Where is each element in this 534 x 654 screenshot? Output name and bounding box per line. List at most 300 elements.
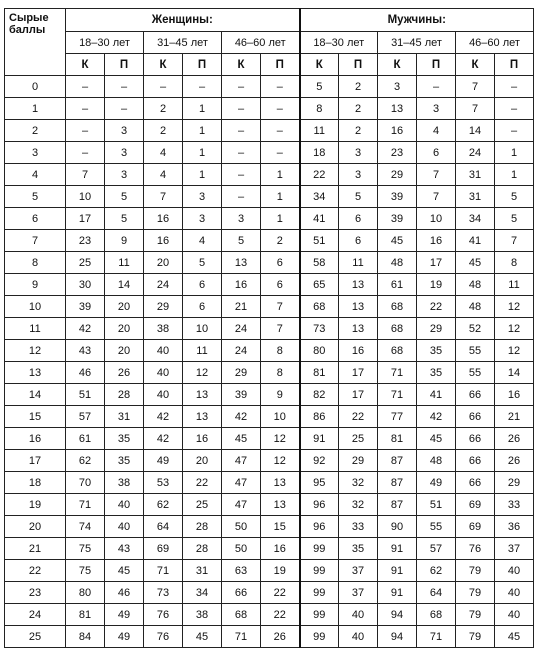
value-cell: 1 (183, 98, 222, 120)
value-cell: 66 (456, 472, 495, 494)
value-cell: 14 (495, 362, 534, 384)
table-row (5, 318, 534, 340)
value-cell: 87 (378, 450, 417, 472)
value-cell: 66 (456, 450, 495, 472)
value-cell: 16 (261, 538, 300, 560)
value-cell: – (495, 98, 534, 120)
value-cell: 39 (222, 384, 261, 406)
value-cell: 16 (183, 428, 222, 450)
value-cell: 45 (222, 428, 261, 450)
value-cell: 29 (495, 472, 534, 494)
value-cell: 3 (105, 164, 144, 186)
table-row (5, 76, 534, 98)
value-cell: 43 (66, 340, 105, 362)
value-cell: 42 (222, 406, 261, 428)
value-cell: 47 (222, 494, 261, 516)
value-cell: 35 (417, 362, 456, 384)
value-cell: 49 (105, 626, 144, 648)
value-cell: 94 (378, 626, 417, 648)
value-cell: 66 (222, 582, 261, 604)
value-cell: 55 (456, 362, 495, 384)
men-age-31-45-header: 31–45 лет (378, 32, 456, 54)
value-cell: 11 (495, 274, 534, 296)
value-cell: 76 (144, 604, 183, 626)
value-cell: 14 (105, 274, 144, 296)
value-cell: 34 (183, 582, 222, 604)
women-group-header: Женщины: (66, 9, 300, 32)
table-row (5, 516, 534, 538)
value-cell: 26 (105, 362, 144, 384)
raw-score-cell: 2 (5, 120, 66, 142)
value-cell: 49 (105, 604, 144, 626)
value-cell: 5 (105, 208, 144, 230)
value-cell: 96 (300, 516, 339, 538)
value-cell: 91 (378, 582, 417, 604)
value-cell: 94 (378, 604, 417, 626)
value-cell: 26 (495, 450, 534, 472)
value-cell: 24 (144, 274, 183, 296)
value-cell: 13 (339, 318, 378, 340)
women-age-31-45-header: 31–45 лет (144, 32, 222, 54)
value-cell: 76 (144, 626, 183, 648)
value-cell: 21 (495, 406, 534, 428)
value-cell: 5 (339, 186, 378, 208)
value-cell: 68 (222, 604, 261, 626)
value-cell: 3 (222, 208, 261, 230)
value-cell: 47 (222, 472, 261, 494)
value-cell: – (66, 98, 105, 120)
value-cell: 77 (378, 406, 417, 428)
value-cell: 30 (66, 274, 105, 296)
subcol-k-header: К (144, 54, 183, 76)
value-cell: 13 (339, 296, 378, 318)
value-cell: – (261, 98, 300, 120)
value-cell: 12 (261, 450, 300, 472)
value-cell: 25 (339, 428, 378, 450)
value-cell: 79 (456, 582, 495, 604)
value-cell: 69 (456, 516, 495, 538)
table-row (5, 274, 534, 296)
value-cell: 12 (261, 428, 300, 450)
value-cell: 1 (183, 120, 222, 142)
raw-score-cell: 17 (5, 450, 66, 472)
value-cell: 29 (378, 164, 417, 186)
men-age-46-60-header: 46–60 лет (456, 32, 534, 54)
raw-score-cell: 16 (5, 428, 66, 450)
table-row (5, 208, 534, 230)
raw-score-cell: 1 (5, 98, 66, 120)
raw-score-cell: 19 (5, 494, 66, 516)
value-cell: 80 (300, 340, 339, 362)
value-cell: 16 (378, 120, 417, 142)
value-cell: – (495, 76, 534, 98)
value-cell: 71 (222, 626, 261, 648)
value-cell: 35 (339, 538, 378, 560)
value-cell: 29 (339, 450, 378, 472)
value-cell: 13 (183, 384, 222, 406)
value-cell: – (144, 76, 183, 98)
table-row (5, 120, 534, 142)
value-cell: 45 (417, 428, 456, 450)
value-cell: 71 (417, 626, 456, 648)
value-cell: 11 (300, 120, 339, 142)
value-cell: 28 (183, 516, 222, 538)
value-cell: 4 (417, 120, 456, 142)
value-cell: 73 (300, 318, 339, 340)
value-cell: 10 (66, 186, 105, 208)
value-cell: 24 (222, 318, 261, 340)
value-cell: – (66, 76, 105, 98)
value-cell: 24 (456, 142, 495, 164)
value-cell: 62 (417, 560, 456, 582)
value-cell: 16 (495, 384, 534, 406)
table-row (5, 538, 534, 560)
value-cell: 65 (300, 274, 339, 296)
score-table-container (4, 8, 534, 648)
raw-score-cell: 12 (5, 340, 66, 362)
value-cell: – (222, 98, 261, 120)
value-cell: – (105, 76, 144, 98)
value-cell: 20 (183, 450, 222, 472)
value-cell: 45 (183, 626, 222, 648)
value-cell: 45 (456, 252, 495, 274)
value-cell: – (105, 98, 144, 120)
raw-score-cell: 5 (5, 186, 66, 208)
value-cell: 45 (378, 230, 417, 252)
subcol-p-header: П (495, 54, 534, 76)
value-cell: 3 (105, 120, 144, 142)
value-cell: 99 (300, 582, 339, 604)
table-row (5, 252, 534, 274)
value-cell: 41 (417, 384, 456, 406)
value-cell: 40 (339, 604, 378, 626)
subcol-k-header: К (456, 54, 495, 76)
value-cell: 51 (300, 230, 339, 252)
value-cell: 13 (261, 472, 300, 494)
value-cell: 1 (183, 142, 222, 164)
value-cell: 17 (417, 252, 456, 274)
value-cell: 8 (495, 252, 534, 274)
table-row (5, 428, 534, 450)
value-cell: – (222, 142, 261, 164)
value-cell: 13 (222, 252, 261, 274)
value-cell: – (222, 186, 261, 208)
value-cell: – (222, 164, 261, 186)
value-cell: 80 (66, 582, 105, 604)
table-body (5, 76, 534, 648)
value-cell: 20 (105, 340, 144, 362)
value-cell: 82 (300, 384, 339, 406)
value-cell: 7 (456, 98, 495, 120)
raw-score-cell: 10 (5, 296, 66, 318)
value-cell: 48 (456, 274, 495, 296)
value-cell: 91 (300, 428, 339, 450)
table-row (5, 494, 534, 516)
value-cell: 55 (456, 340, 495, 362)
value-cell: 5 (183, 252, 222, 274)
value-cell: 99 (300, 538, 339, 560)
value-cell: 81 (66, 604, 105, 626)
value-cell: 8 (300, 98, 339, 120)
value-cell: 68 (378, 296, 417, 318)
value-cell: 71 (378, 362, 417, 384)
value-cell: 42 (144, 406, 183, 428)
value-cell: 40 (105, 516, 144, 538)
value-cell: 43 (105, 538, 144, 560)
value-cell: 12 (495, 296, 534, 318)
value-cell: 31 (105, 406, 144, 428)
value-cell: 40 (495, 560, 534, 582)
value-cell: 13 (261, 494, 300, 516)
value-cell: 87 (378, 494, 417, 516)
value-cell: 42 (417, 406, 456, 428)
value-cell: 68 (378, 340, 417, 362)
value-cell: 11 (339, 252, 378, 274)
value-cell: 39 (66, 296, 105, 318)
value-cell: 13 (183, 406, 222, 428)
value-cell: 36 (495, 516, 534, 538)
value-cell: 31 (456, 164, 495, 186)
raw-score-header: Сырые баллы (5, 9, 66, 76)
value-cell: 8 (261, 362, 300, 384)
value-cell: 6 (339, 208, 378, 230)
value-cell: 2 (144, 98, 183, 120)
value-cell: 1 (261, 186, 300, 208)
value-cell: 16 (339, 340, 378, 362)
value-cell: 6 (339, 230, 378, 252)
value-cell: 13 (378, 98, 417, 120)
table-row (5, 98, 534, 120)
value-cell: 86 (300, 406, 339, 428)
value-cell: 81 (378, 428, 417, 450)
value-cell: 91 (378, 560, 417, 582)
value-cell: 68 (300, 296, 339, 318)
raw-score-cell: 13 (5, 362, 66, 384)
value-cell: 32 (339, 494, 378, 516)
value-cell: 3 (339, 164, 378, 186)
table-row (5, 582, 534, 604)
raw-score-cell: 15 (5, 406, 66, 428)
value-cell: 99 (300, 626, 339, 648)
value-cell: 71 (66, 494, 105, 516)
value-cell: 7 (456, 76, 495, 98)
value-cell: – (183, 76, 222, 98)
value-cell: 41 (300, 208, 339, 230)
table-row (5, 626, 534, 648)
value-cell: 41 (456, 230, 495, 252)
value-cell: 48 (378, 252, 417, 274)
value-cell: 47 (222, 450, 261, 472)
value-cell: 22 (417, 296, 456, 318)
value-cell: 28 (105, 384, 144, 406)
value-cell: 42 (144, 428, 183, 450)
value-cell: 40 (495, 604, 534, 626)
value-cell: 3 (183, 186, 222, 208)
value-cell: 1 (183, 164, 222, 186)
value-cell: 28 (183, 538, 222, 560)
subcol-p-header: П (261, 54, 300, 76)
value-cell: 40 (144, 340, 183, 362)
value-cell: 12 (495, 318, 534, 340)
raw-score-cell: 18 (5, 472, 66, 494)
value-cell: 26 (261, 626, 300, 648)
value-cell: 40 (339, 626, 378, 648)
table-row (5, 230, 534, 252)
raw-score-cell: 23 (5, 582, 66, 604)
raw-score-cell: 22 (5, 560, 66, 582)
men-age-18-30-header: 18–30 лет (300, 32, 378, 54)
value-cell: 20 (105, 296, 144, 318)
value-cell: 25 (66, 252, 105, 274)
value-cell: 66 (456, 384, 495, 406)
value-cell: 49 (144, 450, 183, 472)
value-cell: 23 (66, 230, 105, 252)
women-age-46-60-header: 46–60 лет (222, 32, 300, 54)
value-cell: 55 (417, 516, 456, 538)
value-cell: 95 (300, 472, 339, 494)
value-cell: 35 (417, 340, 456, 362)
table-row (5, 450, 534, 472)
value-cell: 23 (378, 142, 417, 164)
value-cell: 7 (66, 164, 105, 186)
value-cell: 1 (495, 142, 534, 164)
value-cell: 51 (66, 384, 105, 406)
value-cell: 68 (417, 604, 456, 626)
value-cell: 68 (378, 318, 417, 340)
value-cell: 34 (300, 186, 339, 208)
raw-score-cell: 21 (5, 538, 66, 560)
raw-score-cell: 7 (5, 230, 66, 252)
table-header (5, 9, 534, 76)
value-cell: – (222, 76, 261, 98)
value-cell: – (66, 142, 105, 164)
value-cell: 17 (339, 384, 378, 406)
value-cell: 22 (300, 164, 339, 186)
value-cell: 84 (66, 626, 105, 648)
value-cell: 16 (417, 230, 456, 252)
value-cell: 37 (339, 582, 378, 604)
value-cell: 19 (261, 560, 300, 582)
subcol-k-header: К (66, 54, 105, 76)
value-cell: 6 (417, 142, 456, 164)
value-cell: 7 (261, 318, 300, 340)
value-cell: 6 (261, 274, 300, 296)
value-cell: 29 (222, 362, 261, 384)
subcol-p-header: П (183, 54, 222, 76)
value-cell: 35 (105, 428, 144, 450)
table-row (5, 362, 534, 384)
table-row (5, 472, 534, 494)
value-cell: 16 (222, 274, 261, 296)
value-cell: 46 (66, 362, 105, 384)
value-cell: 99 (300, 604, 339, 626)
value-cell: 21 (222, 296, 261, 318)
value-cell: 7 (495, 230, 534, 252)
value-cell: 11 (183, 340, 222, 362)
value-cell: 5 (495, 186, 534, 208)
value-cell: 31 (456, 186, 495, 208)
value-cell: 4 (144, 142, 183, 164)
value-cell: 71 (144, 560, 183, 582)
value-cell: 40 (144, 362, 183, 384)
value-cell: 24 (222, 340, 261, 362)
value-cell: 57 (66, 406, 105, 428)
value-cell: 18 (300, 142, 339, 164)
value-cell: 45 (495, 626, 534, 648)
value-cell: 90 (378, 516, 417, 538)
raw-score-cell: 20 (5, 516, 66, 538)
value-cell: 69 (456, 494, 495, 516)
value-cell: 99 (300, 560, 339, 582)
value-cell: 96 (300, 494, 339, 516)
table-row (5, 142, 534, 164)
value-cell: 12 (183, 362, 222, 384)
value-cell: 69 (144, 538, 183, 560)
value-cell: 45 (105, 560, 144, 582)
value-cell: 33 (495, 494, 534, 516)
value-cell: 70 (66, 472, 105, 494)
value-cell: – (261, 76, 300, 98)
value-cell: 46 (105, 582, 144, 604)
value-cell: 87 (378, 472, 417, 494)
value-cell: 10 (417, 208, 456, 230)
men-group-header: Мужчины: (300, 9, 534, 32)
raw-score-cell: 11 (5, 318, 66, 340)
value-cell: 1 (261, 208, 300, 230)
value-cell: 74 (66, 516, 105, 538)
value-cell: 2 (339, 120, 378, 142)
value-cell: 3 (105, 142, 144, 164)
value-cell: 79 (456, 604, 495, 626)
value-cell: 5 (300, 76, 339, 98)
value-cell: 50 (222, 516, 261, 538)
value-cell: 29 (417, 318, 456, 340)
raw-score-cell: 9 (5, 274, 66, 296)
value-cell: 6 (183, 274, 222, 296)
value-cell: 2 (144, 120, 183, 142)
subcol-k-header: К (222, 54, 261, 76)
value-cell: 10 (261, 406, 300, 428)
value-cell: 9 (105, 230, 144, 252)
value-cell: 63 (222, 560, 261, 582)
value-cell: 6 (261, 252, 300, 274)
value-cell: 71 (378, 384, 417, 406)
value-cell: 38 (105, 472, 144, 494)
value-cell: 17 (66, 208, 105, 230)
value-cell: 8 (261, 340, 300, 362)
value-cell: 79 (456, 560, 495, 582)
value-cell: 38 (144, 318, 183, 340)
value-cell: 92 (300, 450, 339, 472)
raw-score-cell: 14 (5, 384, 66, 406)
value-cell: 3 (339, 142, 378, 164)
value-cell: 5 (105, 186, 144, 208)
value-cell: 73 (144, 582, 183, 604)
subcol-k-header: К (300, 54, 339, 76)
value-cell: 1 (495, 164, 534, 186)
table-row (5, 340, 534, 362)
table-row (5, 164, 534, 186)
value-cell: 16 (144, 208, 183, 230)
value-cell: 4 (144, 164, 183, 186)
value-cell: – (66, 120, 105, 142)
value-cell: 61 (378, 274, 417, 296)
value-cell: 3 (417, 98, 456, 120)
value-cell: 7 (144, 186, 183, 208)
value-cell: 1 (261, 164, 300, 186)
value-cell: – (261, 120, 300, 142)
table-row (5, 560, 534, 582)
